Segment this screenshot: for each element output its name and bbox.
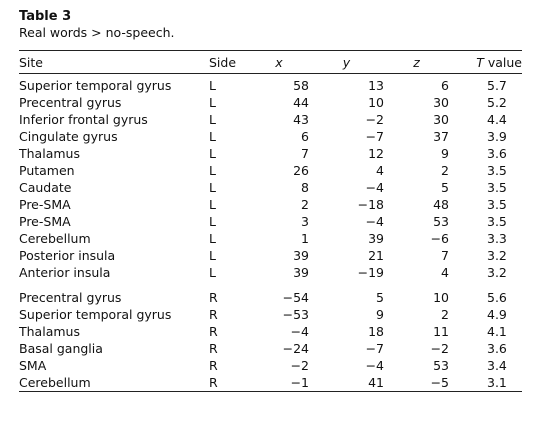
cell-site: Precentral gyrus (19, 290, 122, 305)
cell-z: 7 (441, 248, 449, 263)
cell-t-value: 3.4 (487, 358, 507, 373)
cell-x: 39 (293, 265, 309, 280)
cell-x: −54 (282, 290, 309, 305)
cell-site: Pre-SMA (19, 197, 71, 212)
cell-site: Putamen (19, 163, 75, 178)
table-row (19, 357, 522, 374)
cell-side: R (209, 307, 218, 322)
cell-x: 3 (301, 214, 309, 229)
table-container (19, 6, 522, 392)
table-row (19, 74, 522, 95)
cell-x: −2 (290, 358, 309, 373)
cell-side: L (209, 112, 216, 127)
cell-z: 48 (433, 197, 449, 212)
cell-x: 6 (301, 129, 309, 144)
table-row (19, 162, 522, 179)
table-row (19, 213, 522, 230)
cell-x: 1 (301, 231, 309, 246)
header-t-value (449, 51, 522, 74)
header-t-label: value (483, 54, 522, 70)
table-row (19, 323, 522, 340)
cell-site: Cerebellum (19, 231, 91, 246)
cell-z: 2 (441, 163, 449, 178)
table-row (19, 128, 522, 145)
table-body (19, 74, 522, 392)
cell-y: 5 (376, 290, 384, 305)
cell-x: 58 (293, 78, 309, 93)
cell-side: R (209, 290, 218, 305)
cell-t-value: 3.5 (487, 197, 507, 212)
cell-z: 11 (433, 324, 449, 339)
table-row (19, 289, 522, 306)
cell-side: L (209, 146, 216, 161)
cell-t-value: 3.3 (487, 231, 507, 246)
cell-y: 9 (376, 307, 384, 322)
cell-x: −24 (282, 341, 309, 356)
table-row (19, 230, 522, 247)
table-title: Table 3 (19, 9, 72, 24)
cell-z: 30 (433, 112, 449, 127)
table-row (19, 145, 522, 162)
cell-x: 26 (293, 163, 309, 178)
header-z: z (384, 51, 449, 74)
cell-side: L (209, 231, 216, 246)
cell-site: Thalamus (19, 324, 80, 339)
cell-t-value: 3.1 (487, 375, 507, 390)
cell-side: L (209, 180, 216, 195)
cell-site: Thalamus (19, 146, 80, 161)
cell-y: −4 (365, 358, 384, 373)
cell-z: 37 (433, 129, 449, 144)
header-row (19, 51, 522, 74)
cell-t-value: 3.6 (487, 146, 507, 161)
cell-y: −7 (365, 341, 384, 356)
cell-z: 53 (433, 214, 449, 229)
cell-z: 5 (441, 180, 449, 195)
cell-y: 10 (368, 95, 384, 110)
table-row (19, 94, 522, 111)
cell-z: 53 (433, 358, 449, 373)
cell-z: −6 (430, 231, 449, 246)
cell-x: −1 (290, 375, 309, 390)
table-row (19, 264, 522, 281)
cell-y: 12 (368, 146, 384, 161)
cell-y: 39 (368, 231, 384, 246)
cell-x: −4 (290, 324, 309, 339)
cell-z: 6 (441, 78, 449, 93)
cell-site: Posterior insula (19, 248, 116, 263)
table-row (19, 179, 522, 196)
cell-y: 18 (368, 324, 384, 339)
header-t-symbol: T (476, 54, 484, 70)
table-row (19, 111, 522, 128)
header-side: Side (209, 51, 249, 74)
cell-z: 2 (441, 307, 449, 322)
cell-z: −5 (430, 375, 449, 390)
cell-y: −4 (365, 180, 384, 195)
cell-y: 41 (368, 375, 384, 390)
cell-x: 8 (301, 180, 309, 195)
cell-site: Superior temporal gyrus (19, 307, 172, 322)
cell-site: Precentral gyrus (19, 95, 122, 110)
cell-site: Superior temporal gyrus (19, 78, 172, 93)
cell-side: L (209, 129, 216, 144)
cell-side: L (209, 197, 216, 212)
cell-side: L (209, 78, 216, 93)
cell-site: Anterior insula (19, 265, 111, 280)
table-caption: Real words > no-speech. (19, 25, 175, 40)
data-table (19, 50, 522, 392)
header-site: Site (19, 51, 209, 74)
cell-site: SMA (19, 358, 47, 373)
cell-x: 2 (301, 197, 309, 212)
cell-side: L (209, 163, 216, 178)
cell-t-value: 3.5 (487, 180, 507, 195)
cell-site: Cerebellum (19, 375, 91, 390)
cell-y: 21 (368, 248, 384, 263)
cell-x: 44 (293, 95, 309, 110)
cell-site: Basal ganglia (19, 341, 103, 356)
cell-z: 10 (433, 290, 449, 305)
cell-x: 43 (293, 112, 309, 127)
cell-t-value: 4.9 (487, 307, 507, 322)
cell-site: Cingulate gyrus (19, 129, 118, 144)
cell-z: −2 (430, 341, 449, 356)
table-row (19, 196, 522, 213)
cell-side: R (209, 341, 218, 356)
group-separator (19, 281, 522, 289)
cell-y: −2 (365, 112, 384, 127)
table-row (19, 306, 522, 323)
cell-t-value: 5.7 (487, 78, 507, 93)
cell-side: R (209, 375, 218, 390)
cell-t-value: 5.6 (487, 290, 507, 305)
header-y: y (309, 51, 384, 74)
cell-t-value: 4.1 (487, 324, 507, 339)
cell-t-value: 3.2 (487, 265, 507, 280)
table-row (19, 374, 522, 392)
cell-t-value: 3.5 (487, 163, 507, 178)
cell-y: 13 (368, 78, 384, 93)
cell-x: 39 (293, 248, 309, 263)
cell-t-value: 3.9 (487, 129, 507, 144)
cell-z: 9 (441, 146, 449, 161)
cell-z: 4 (441, 265, 449, 280)
cell-site: Caudate (19, 180, 72, 195)
cell-y: −4 (365, 214, 384, 229)
cell-y: 4 (376, 163, 384, 178)
cell-z: 30 (433, 95, 449, 110)
cell-t-value: 5.2 (487, 95, 507, 110)
cell-side: R (209, 358, 218, 373)
header-x: x (249, 51, 309, 74)
cell-t-value: 3.5 (487, 214, 507, 229)
cell-site: Pre-SMA (19, 214, 71, 229)
cell-side: L (209, 214, 216, 229)
table-row (19, 247, 522, 264)
cell-site: Inferior frontal gyrus (19, 112, 148, 127)
cell-y: −18 (357, 197, 384, 212)
cell-side: L (209, 265, 216, 280)
cell-t-value: 4.4 (487, 112, 507, 127)
cell-side: L (209, 95, 216, 110)
table-row (19, 340, 522, 357)
cell-x: 7 (301, 146, 309, 161)
cell-side: R (209, 324, 218, 339)
cell-side: L (209, 248, 216, 263)
cell-x: −53 (282, 307, 309, 322)
cell-y: −7 (365, 129, 384, 144)
cell-t-value: 3.2 (487, 248, 507, 263)
cell-t-value: 3.6 (487, 341, 507, 356)
cell-y: −19 (357, 265, 384, 280)
